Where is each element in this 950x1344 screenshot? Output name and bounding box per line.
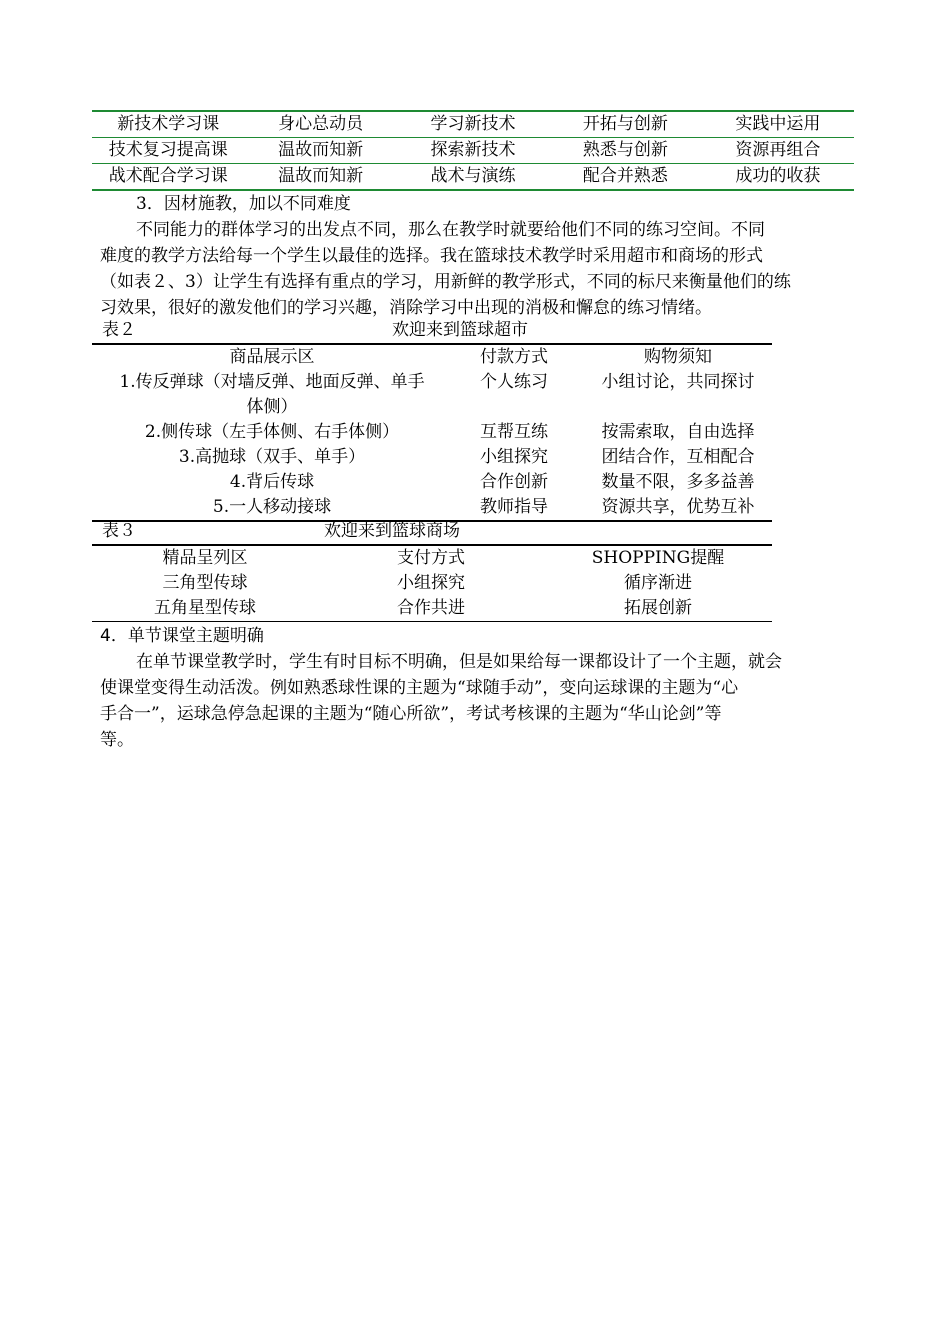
table-bottom-rule: [92, 621, 772, 622]
table-cell: 三角型传球: [162, 573, 248, 593]
table-label: 表３: [102, 521, 136, 541]
table-cell: 资源再组合: [735, 140, 821, 160]
table-row: [92, 112, 854, 137]
table-cell: 小组讨论，共同探讨: [601, 372, 755, 392]
table-cell: 实践中运用: [735, 114, 821, 134]
cell-line: 体侧）: [246, 397, 298, 417]
table-header-row: [92, 345, 772, 370]
table-cell: 温故而知新: [278, 166, 364, 186]
table-caption: [92, 519, 772, 544]
table-row: [92, 370, 772, 420]
table-cell: 成功的收获: [735, 166, 821, 186]
lesson-type-table: [92, 110, 854, 191]
table-cell: 新技术学习课: [117, 114, 220, 134]
section-paragraph: [100, 649, 850, 753]
paragraph-line: 使课堂变得生动活泼。例如熟悉球性课的主题为“球随手动”，变向运球课的主题为“心: [100, 678, 739, 698]
table-row: [92, 495, 772, 520]
table-cell: 合作共进: [397, 598, 465, 618]
table-cell: 个人练习: [480, 372, 548, 392]
table-row: [92, 571, 772, 596]
table-row: [92, 137, 854, 163]
paragraph-line: 手合一”，运球急停急起课的主题为“随心所欲”，考试考核课的主题为“华山论剑”等: [100, 704, 722, 724]
table-cell: 循序渐进: [624, 573, 692, 593]
table-cell: 2.侧传球（左手体侧、右手体侧）: [144, 422, 400, 442]
table-row: [92, 163, 854, 189]
table-cell: 配合并熟悉: [582, 166, 668, 186]
table-cell: 技术复习提高课: [108, 140, 228, 160]
table-cell: 团结合作，互相配合: [601, 447, 755, 467]
table-cell: 按需索取，自由选择: [601, 422, 755, 442]
table-cell: 开拓与创新: [582, 114, 668, 134]
table-cell: 小组探究: [397, 573, 465, 593]
column-header: 付款方式: [480, 347, 548, 367]
paragraph-line: 等。: [100, 730, 134, 750]
column-header: 精品呈列区: [162, 548, 248, 568]
table-cell: 小组探究: [480, 447, 548, 467]
table-cell: 学习新技术: [430, 114, 516, 134]
basketball-mall-table: [92, 519, 772, 622]
basketball-supermarket-table: [92, 318, 772, 522]
table-cell: 五角星型传球: [154, 598, 256, 618]
table-title: 欢迎来到篮球超市: [392, 320, 528, 340]
column-header: 购物须知: [644, 347, 712, 367]
table-cell: 探索新技术: [430, 140, 516, 160]
table-cell: [92, 370, 452, 420]
paragraph-line: （如表２、3）让学生有选择有重点的学习，用新鲜的教学形式，不同的标尺来衡量他们的练: [100, 272, 791, 292]
table-cell: 教师指导: [480, 497, 548, 517]
table-caption: [92, 318, 772, 343]
section-paragraph: [100, 217, 850, 321]
paragraph-line: 在单节课堂教学时，学生有时目标不明确，但是如果给每一课都设计了一个主题，就会: [136, 652, 782, 672]
paragraph-line: 习效果，很好的激发他们的学习兴趣，消除学习中出现的消极和懈怠的练习情绪。: [100, 298, 712, 318]
paragraph-line: 不同能力的群体学习的出发点不同，那么在教学时就要给他们不同的练习空间。不同: [136, 220, 765, 240]
table-cell: 身心总动员: [278, 114, 364, 134]
table-cell: 战术配合学习课: [108, 166, 228, 186]
table-cell: 熟悉与创新: [582, 140, 668, 160]
table-cell: 资源共享，优势互补: [601, 497, 755, 517]
table-cell: 合作创新: [480, 472, 548, 492]
table-header-row: [92, 546, 772, 571]
table-cell: 战术与演练: [430, 166, 516, 186]
table-row: [92, 470, 772, 495]
table-row: [92, 420, 772, 445]
table-title: 欢迎来到篮球商场: [324, 521, 460, 541]
section-heading: 3．因材施教，加以不同难度: [136, 194, 351, 214]
table-cell: 5.一人移动接球: [212, 497, 332, 517]
table-cell: 4.背后传球: [229, 472, 315, 492]
table-cell: 拓展创新: [624, 598, 692, 618]
table-cell: 3.高抛球（双手、单手）: [178, 447, 366, 467]
paragraph-line: 难度的教学方法给每一个学生以最佳的选择。我在篮球技术教学时采用超市和商场的形式: [100, 246, 763, 266]
table-cell: 数量不限，多多益善: [601, 472, 755, 492]
table-cell: 互帮互练: [480, 422, 548, 442]
table-row: [92, 445, 772, 470]
column-header: SHOPPING提醒: [591, 548, 725, 568]
table-row: [92, 596, 772, 621]
column-header: 商品展示区: [229, 347, 315, 367]
section-heading: 4．单节课堂主题明确: [100, 626, 264, 646]
column-header: 支付方式: [397, 548, 465, 568]
table-label: 表２: [102, 320, 136, 340]
table-cell: 温故而知新: [278, 140, 364, 160]
cell-line: 1.传反弹球（对墙反弹、地面反弹、单手: [119, 372, 425, 392]
